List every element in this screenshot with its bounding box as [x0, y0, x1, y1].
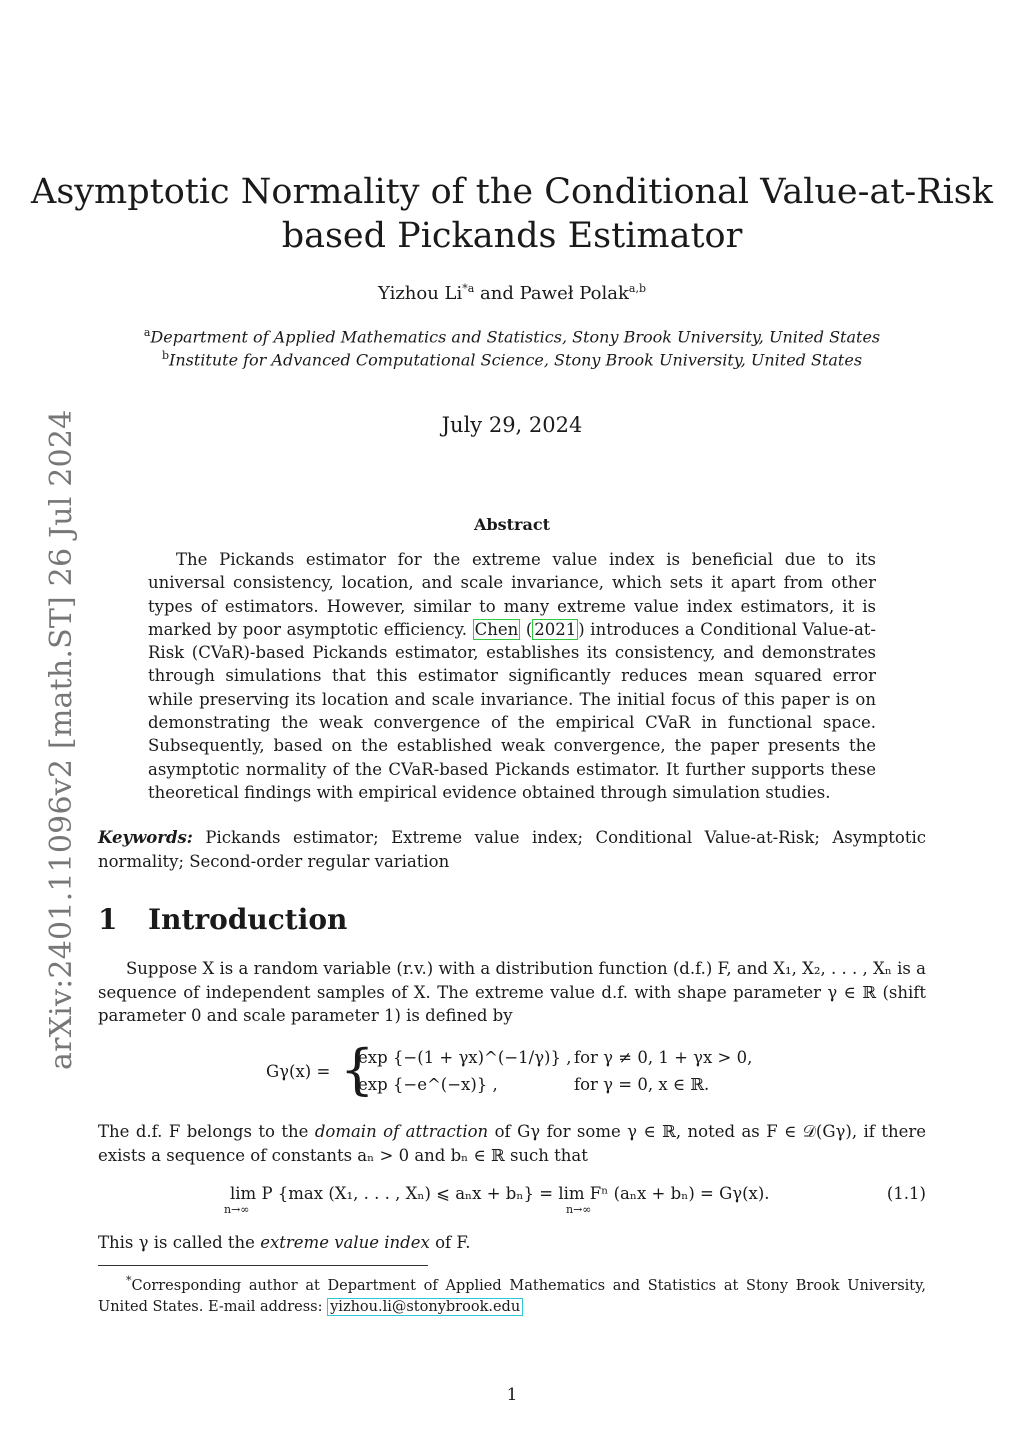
affiliation-a [0, 326, 1024, 346]
abstract-part-2: introduces a Conditional Value-at-Risk (CVaR)-based Pickands estimator, establishes its consistency, and demonstrates through simulations that this estimator significantly reduces mean squared error while preserving its location and scale invariance. The initial focus of this paper is on demonstrating the weak convergence of the empirical CVaR in functional space. Subsequently, based on the established weak convergence, the paper presents the asymptotic normality of the CVaR-based Pickands estimator. It further supports these theoretical findings with empirical evidence obtained through simulation studies. [148, 619, 876, 802]
abstract-body: The Pickands estimator for the extreme value index is beneficial due to its universal consistency, location, and scale invariance, which sets it apart from other types of estimators. However, similar to many extreme value index estimators, it is marked by poor asymptotic efficiency. Chen ( 2021 ) introduces a Conditional Value-at-Risk (CVaR)-based Pickands estimator, establishes its consistency, and demonstrates through simulations that this estimator significantly reduces mean squared error while preserving its location and scale invariance. The initial focus of this paper is on demonstrating the weak convergence of the empirical CVaR in functional space. Subsequently, based on the established weak convergence, the paper presents the asymptotic normality of the CVaR-based Pickands estimator. It further supports these theoretical findings with empirical evidence obtained through simulation studies. [148, 550, 876, 802]
intro-paragraph-3 [98, 1231, 926, 1255]
extreme-value-index-term: extreme value index [260, 1233, 430, 1252]
intro-paragraph-1-text: Suppose X is a random variable (r.v.) with a distribution function (d.f.) F, and X₁, X₂, . . . , Xₙ is a sequence of independent samples of X. The extreme value d.f. with shape parameter γ ∈ ℝ (shift parameter 0 and scale parameter 1) is defined by [98, 959, 926, 1025]
title-line-2: based Pickands Estimator [281, 216, 743, 256]
equation-gev-lhs: Gγ(x) = [266, 1062, 331, 1081]
paper-title [0, 170, 1024, 258]
equation-1-1-limit-subscript-2: n→∞ [566, 1203, 592, 1216]
equation-brace: { [340, 1038, 375, 1101]
footnote-rule [98, 1265, 428, 1266]
affiliation-b-text: Institute for Advanced Computational Science, Stony Brook University, United States [169, 350, 863, 370]
keywords-label: Keywords: [98, 828, 193, 847]
affiliation-a-text: Department of Applied Mathematics and Statistics, Stony Brook University, United States [150, 327, 881, 347]
intro-paragraph-2-text-b: of Gγ for some γ ∈ ℝ, noted as F ∈ 𝒟(Gγ), if there exists a sequence of constants aₙ > 0 and bₙ ∈ ℝ such that [98, 1122, 927, 1165]
affiliation-b [0, 349, 1024, 369]
equation-condition-1: for γ ≠ 0, 1 + γx > 0, [574, 1048, 753, 1067]
footnote-text: Corresponding author at Department of Applied Mathematics and Statistics at Stony Brook University, United States. E-mail address: [98, 1277, 926, 1315]
equation-condition-2: for γ = 0, x ∈ ℝ. [574, 1075, 710, 1094]
affiliation-b-mark: b [161, 349, 170, 362]
intro-paragraph-3-text-a: This γ is called the [98, 1233, 261, 1252]
section-title: Introduction [148, 903, 348, 936]
footnote [98, 1270, 926, 1318]
section-number: 1 [98, 903, 118, 936]
abstract-heading: Abstract [474, 515, 550, 534]
page-number: 1 [506, 1385, 518, 1405]
paper-date: July 29, 2024 [441, 413, 583, 437]
keywords [98, 826, 926, 873]
email-link[interactable]: yizhou.li@stonybrook.edu [327, 1298, 523, 1316]
author-list [0, 282, 1024, 304]
equation-1-1: lim P {max (X₁, . . . , Xₙ) ⩽ aₙx + bₙ} = lim Fⁿ (aₙx + bₙ) = Gγ(x). [230, 1184, 770, 1203]
citation-chen-author-link[interactable]: Chen [474, 619, 519, 639]
domain-of-attraction-term: domain of attraction [314, 1122, 489, 1141]
author-connector: and [474, 283, 520, 304]
author-2: Paweł Polak [519, 283, 629, 304]
equation-number: (1.1) [886, 1184, 926, 1203]
author-1: Yizhou Li [378, 283, 463, 304]
keywords-text: Pickands estimator; Extreme value index; Conditional Value-at-Risk; Asymptotic normality; Second-order regular variation [98, 828, 926, 871]
equation-case-2: exp {−e^(−x)} , [358, 1075, 498, 1094]
title-line-1: Asymptotic Normality of the Conditional Value-at-Risk [31, 172, 993, 212]
intro-paragraph-2 [98, 1120, 926, 1167]
intro-paragraph-3-text-b: of F. [429, 1233, 471, 1252]
author-2-mark: a,b [628, 282, 646, 295]
affiliation-a-mark: a [143, 326, 151, 339]
arxiv-sidebar-id: arXiv:2401.11096v2 [math.ST] 26 Jul 2024 [44, 409, 79, 1070]
author-1-mark: *a [462, 282, 475, 295]
citation-chen-year-link[interactable]: 2021 [534, 619, 577, 639]
abstract-part-1: The Pickands estimator for the extreme value index is beneficial due to its universal consistency, location, and scale invariance, which sets it apart from other types of estimators. However, similar to many extreme value index estimators, it is marked by poor asymptotic efficiency. [148, 550, 876, 639]
intro-paragraph-2-text-a: The d.f. F belongs to the [98, 1122, 315, 1141]
section-heading [98, 903, 347, 936]
intro-paragraph-1 [98, 957, 926, 1028]
equation-1-1-limit-subscript-1: n→∞ [224, 1203, 250, 1216]
footnote-mark: * [126, 1274, 132, 1287]
equation-case-1: exp {−(1 + γx)^(−1/γ)} , [358, 1048, 572, 1067]
